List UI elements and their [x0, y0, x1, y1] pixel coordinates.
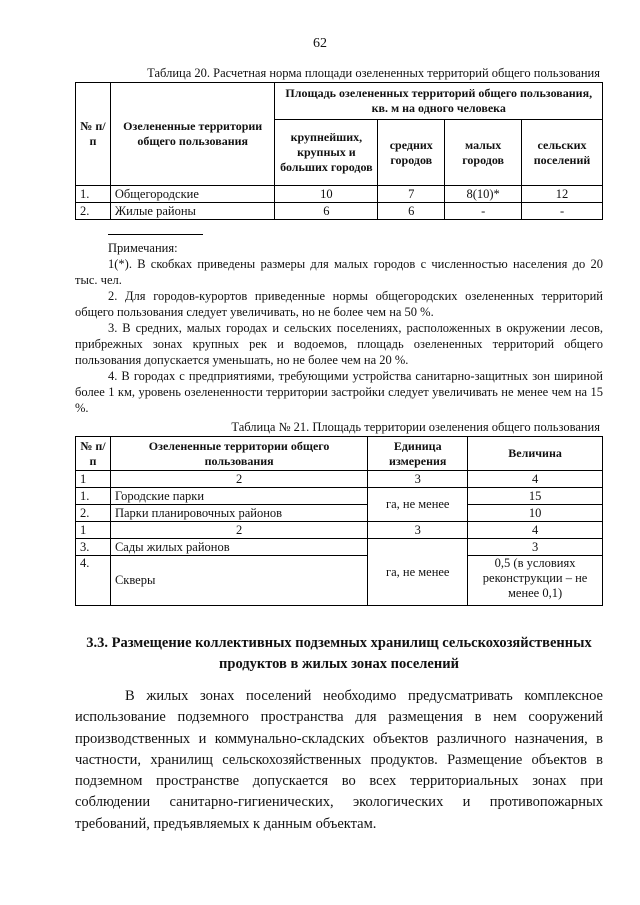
- row-name: Скверы: [110, 556, 367, 606]
- index-cell: 3: [368, 522, 468, 539]
- row-num: 1.: [76, 186, 111, 203]
- row-name: Общегородские: [110, 186, 275, 203]
- table21: [75, 436, 603, 606]
- row-name: Парки планировочных районов: [110, 505, 367, 522]
- table20-header-num: № п/п: [76, 83, 111, 186]
- row-num: 1.: [76, 488, 111, 505]
- row-name: Городские парки: [110, 488, 367, 505]
- table-row: [76, 505, 603, 522]
- index-cell: 3: [368, 471, 468, 488]
- row-name: Жилые районы: [110, 203, 275, 220]
- cell-value: 15: [468, 488, 603, 505]
- cell-medium: 7: [378, 186, 445, 203]
- index-cell: 1: [76, 471, 111, 488]
- table20-caption: Таблица 20. Расчетная норма площади озелененных территорий общего пользования: [147, 66, 600, 80]
- note-item: 2. Для городов-курортов приведенные нормы общегородских озелененных территорий общего пользования следует увеличивать, но не более чем на 50 %.: [75, 289, 603, 319]
- page-number: 62: [313, 36, 327, 51]
- cell-largest: 10: [275, 186, 378, 203]
- table-index-row: [76, 471, 603, 488]
- cell-value: 10: [468, 505, 603, 522]
- index-cell: 4: [468, 471, 603, 488]
- table20-header-small: малых городов: [445, 120, 522, 186]
- note-item: 4. В городах с предприятиями, требующими устройства санитарно-защитных зон шириной более 1 км, уровень озелененности территории застройки следует увеличивать не менее чем на 15 %.: [75, 369, 603, 415]
- notes-divider: [108, 234, 203, 235]
- index-cell: 1: [76, 522, 111, 539]
- table-row: [76, 186, 603, 203]
- table20-header-largest: крупнейших, крупных и больших городов: [275, 120, 378, 186]
- index-cell: 4: [468, 522, 603, 539]
- table20-header-rural: сельских поселений: [522, 120, 603, 186]
- cell-small: -: [445, 203, 522, 220]
- cell-rural: -: [522, 203, 603, 220]
- index-cell: 2: [110, 522, 367, 539]
- table20-header-territory: Озелененные территории общего пользования: [110, 83, 275, 186]
- notes: [75, 240, 603, 416]
- table20: [75, 82, 603, 220]
- note-item: 3. В средних, малых городах и сельских поселениях, расположенных в окружении лесов, прибрежных зонах крупных рек и водоемов, площадь озелененных территорий общего пользования допускается уменьшать, но не более чем на 20 %.: [75, 321, 603, 367]
- table21-header-unit: Единица измерения: [368, 437, 468, 471]
- table21-header-num: № п/п: [76, 437, 111, 471]
- table20-header-medium: средних городов: [378, 120, 445, 186]
- table21-caption: Таблица № 21. Площадь территории озеленения общего пользования: [231, 420, 600, 434]
- index-cell: 2: [110, 471, 367, 488]
- row-name: Сады жилых районов: [110, 539, 367, 556]
- section-title: 3.3. Размещение коллективных подземных хранилищ сельскохозяйственных продуктов в жилых зонах поселений: [86, 635, 592, 672]
- row-num: 4.: [76, 556, 111, 606]
- cell-small: 8(10)*: [445, 186, 522, 203]
- cell-unit: га, не менее: [368, 488, 468, 522]
- cell-medium: 6: [378, 203, 445, 220]
- cell-value: 3: [468, 539, 603, 556]
- cell-rural: 12: [522, 186, 603, 203]
- table-row: [76, 556, 603, 606]
- row-num: 2.: [76, 505, 111, 522]
- cell-unit: га, не менее: [368, 539, 468, 606]
- table21-header-territory: Озелененные территории общего пользования: [110, 437, 367, 471]
- cell-largest: 6: [275, 203, 378, 220]
- row-num: 2.: [76, 203, 111, 220]
- table-row: [76, 203, 603, 220]
- cell-value: 0,5 (в условиях реконструкции – не менее 0,1): [468, 556, 603, 606]
- section-paragraph: В жилых зонах поселений необходимо предусматривать комплексное использование подземного пространства для размещения в нем сооружений производственных и коммунально-складских объектов различного назначения, в частности, хранилищ сельскохозяйственных продуктов. Размещение объектов в подземном пространстве допускается во всех территориальных зонах при соблюдении санитарно-гигиенических, экологических и противопожарных требований, предъявляемых к данным объектам.: [75, 688, 603, 832]
- table-row: [76, 539, 603, 556]
- table21-header-value: Величина: [468, 437, 603, 471]
- table-row: [76, 488, 603, 505]
- table-index-row: [76, 522, 603, 539]
- section-body: [75, 686, 603, 835]
- note-item: 1(*). В скобках приведены размеры для малых городов с численностью населения до 20 тыс. чел.: [75, 257, 603, 287]
- row-num: 3.: [76, 539, 111, 556]
- table20-header-area: Площадь озелененных территорий общего пользования, кв. м на одного человека: [275, 83, 603, 120]
- notes-title: Примечания:: [108, 241, 178, 255]
